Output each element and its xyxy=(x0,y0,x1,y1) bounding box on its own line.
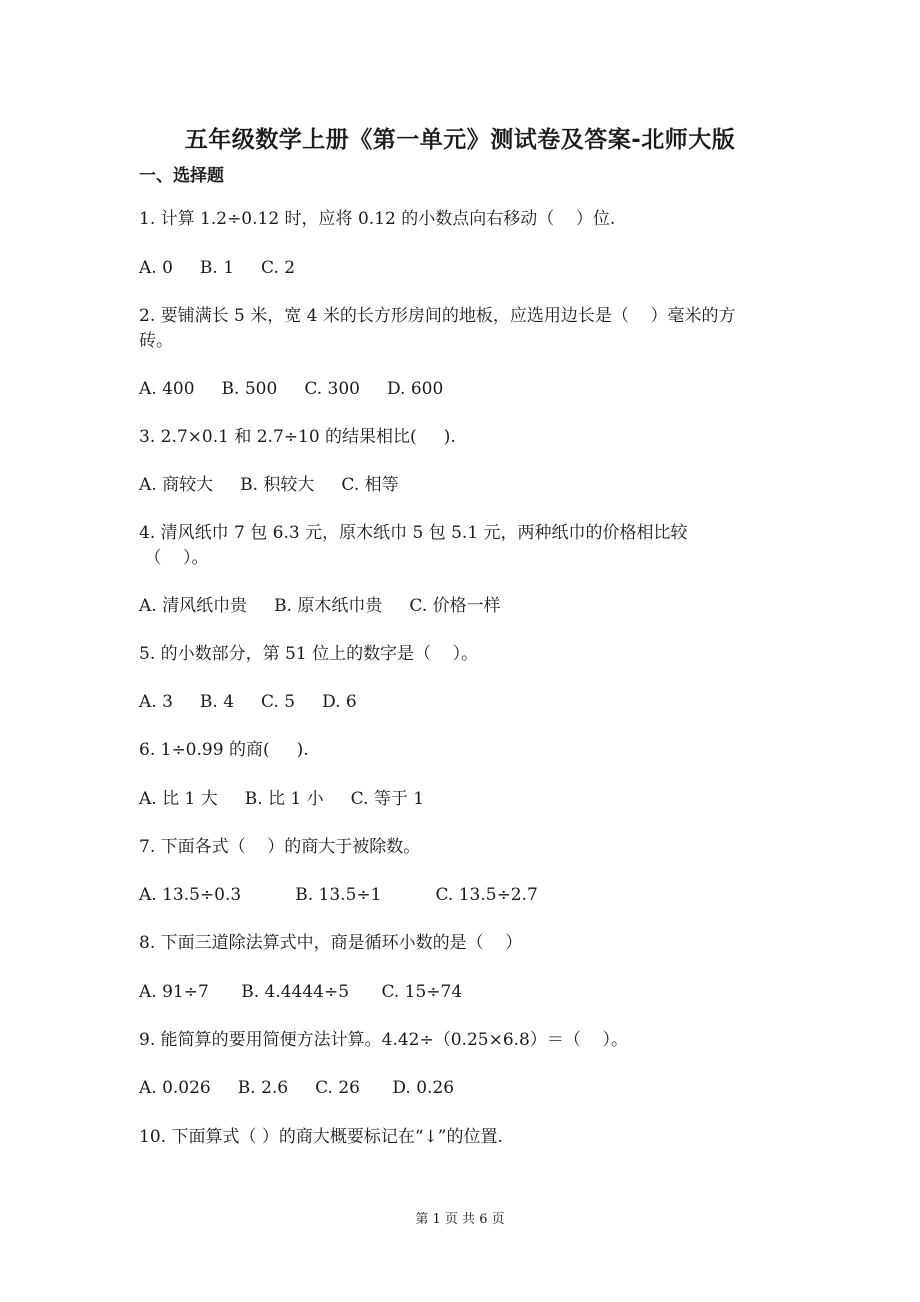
question-7: 7. 下面各式（ ）的商大于被除数。 xyxy=(139,837,421,857)
section-heading: 一、选择题 xyxy=(139,166,224,186)
question-2-cont: 砖。 xyxy=(139,331,173,351)
options-6: A. 比 1 大 B. 比 1 小 C. 等于 1 xyxy=(139,789,425,809)
page-footer: 第 1 页 共 6 页 xyxy=(415,1212,505,1227)
question-2: 2. 要铺满长 5 米，宽 4 米的长方形房间的地板，应选用边长是（ ）毫米的方 xyxy=(139,306,736,326)
question-9: 9. 能简算的要用简便方法计算。4.42÷（0.25×6.8）＝（ ）。 xyxy=(139,1030,628,1050)
options-5: A. 3 B. 4 C. 5 D. 6 xyxy=(139,692,357,712)
question-10: 10. 下面算式（ ）的商大概要标记在“↓”的位置. xyxy=(139,1127,503,1147)
question-3: 3. 2.7×0.1 和 2.7÷10 的结果相比( ). xyxy=(139,427,456,447)
options-1: A. 0 B. 1 C. 2 xyxy=(139,258,296,278)
options-3: A. 商较大 B. 积较大 C. 相等 xyxy=(139,475,399,495)
options-2: A. 400 B. 500 C. 300 D. 600 xyxy=(139,379,444,399)
options-8: A. 91÷7 B. 4.4444÷5 C. 15÷74 xyxy=(139,982,463,1002)
question-4-cont: （ ）。 xyxy=(139,548,209,568)
options-4: A. 清风纸巾贵 B. 原木纸巾贵 C. 价格一样 xyxy=(139,596,501,616)
question-1: 1. 计算 1.2÷0.12 时，应将 0.12 的小数点向右移动（ ）位. xyxy=(139,209,616,229)
question-8: 8. 下面三道除法算式中，商是循环小数的是（ ） xyxy=(139,933,523,953)
question-4: 4. 清风纸巾 7 包 6.3 元，原木纸巾 5 包 5.1 元，两种纸巾的价格相比较 xyxy=(139,523,688,543)
question-5: 5. 的小数部分，第 51 位上的数字是（ ）。 xyxy=(139,644,479,664)
options-7: A. 13.5÷0.3 B. 13.5÷1 C. 13.5÷2.7 xyxy=(139,885,538,905)
document-title: 五年级数学上册《第一单元》测试卷及答案-北师大版 xyxy=(184,127,736,153)
question-6: 6. 1÷0.99 的商( ). xyxy=(139,740,309,760)
options-9: A. 0.026 B. 2.6 C. 26 D. 0.26 xyxy=(139,1078,455,1098)
